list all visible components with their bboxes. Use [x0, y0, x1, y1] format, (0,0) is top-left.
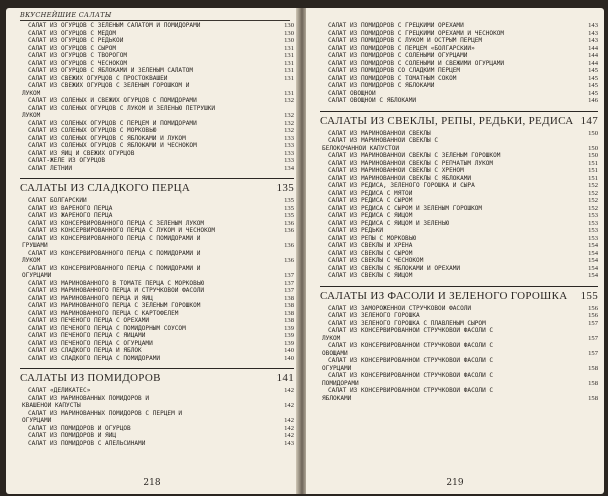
- toc-entry: [320, 220, 598, 228]
- toc-entry-title: САЛАТ ИЗ ПОМИДОРОВ С ГРЕЦКИМИ ОРЕХАМИ И ЧЕСНОКОМ: [328, 29, 505, 37]
- toc-entry-page: 138: [284, 309, 294, 317]
- toc-entry: [320, 82, 598, 90]
- toc-entry-title: САЛАТ ИЗ СВЕКЛЫ И ХРЕНА: [328, 242, 413, 249]
- toc-entry-page: 136: [284, 227, 294, 234]
- toc-entry-page: 131: [284, 52, 294, 59]
- toc-entry-title: САЛАТ ИЗ ЯИЦ И СВЕЖИХ ОГУРЦОВ: [28, 149, 135, 157]
- toc-entry-title: САЛАТ ИЗ ОГУРЦОВ С СЫРОМ: [28, 44, 117, 52]
- toc-entry-page: 138: [284, 294, 294, 302]
- toc-entry-title: САЛАТ ИЗ ПОМИДОРОВ И ЯИЦ: [28, 432, 117, 439]
- toc-entry: [20, 410, 294, 418]
- toc-entry: [20, 45, 294, 53]
- toc-entry-title: САЛАТ ИЗ МАРИНОВАННОГО В ТОМАТЕ ПЕРЦА С МОРКОВЬЮ: [28, 279, 205, 287]
- toc-entry-title: САЛАТ ИЗ СОЛЕНЫХ ОГУРЦОВ С ПЕРЦЕМ И ПОМИДОРАМИ: [28, 119, 197, 127]
- toc-entry-title: САЛАТ ИЗ РЕДИСА С ЯЙЦОМ И ЗЕЛЕНЬЮ: [328, 219, 450, 227]
- toc-entry-title: САЛАТ ИЗ МАРИНОВАННОЙ СВЕКЛЫ: [328, 129, 431, 137]
- toc-entry-title: ЛУКОМ: [22, 257, 41, 264]
- toc-entry-title: САЛАТ ИЗ ЗАМОРОЖЕННОЙ СТРУЧКОВОЙ ФАСОЛИ: [328, 304, 472, 312]
- toc-entry: [20, 295, 294, 303]
- toc-entry-page: 139: [284, 332, 294, 339]
- toc-entry: [20, 302, 294, 310]
- toc-entry: [20, 440, 294, 448]
- section-heading: [320, 286, 598, 303]
- toc-entry-title: САЛАТ ИЗ ПОМИДОРОВ С СОЛЕНЫМИ И СВЕЖИМИ ОГУРЦАМИ: [328, 59, 505, 67]
- toc-entry: [20, 135, 294, 143]
- toc-entry: [20, 340, 294, 348]
- toc-entry-title: САЛАТ ИЗ РЕДИСА С СЫРОМ И ЗЕЛЕНЫМ ГОРОШКОМ: [328, 204, 483, 212]
- toc-block: [320, 130, 598, 280]
- toc-entry-title: САЛАТ ИЗ СОЛЕНЫХ И СВЕЖИХ ОГУРЦОВ С ПОМИДОРАМИ: [28, 97, 197, 104]
- toc-entry-title: САЛАТ ИЗ СОЛЕНЫХ ОГУРЦОВ С ЯБЛОКАМИ И ЧЕСНОКОМ: [28, 142, 197, 149]
- toc-entry: [320, 37, 598, 45]
- toc-entry-page: 151: [588, 174, 598, 182]
- section-page: 147: [580, 114, 598, 127]
- toc-entry: [20, 227, 294, 235]
- toc-block: [320, 22, 598, 105]
- toc-entry-page: 145: [588, 82, 598, 89]
- toc-block: [320, 305, 598, 403]
- toc-entry: [20, 60, 294, 68]
- toc-entry: [320, 365, 598, 373]
- toc-entry: [320, 342, 598, 350]
- toc-entry-title: САЛАТ ИЗ ЗЕЛЕНОГО ГОРОШКА С ПЛАВЛЕНЫМ СЫРОМ: [328, 319, 486, 327]
- toc-entry-title: САЛАТ ИЗ ПОМИДОРОВ СО СЛАДКИМ ПЕРЦЕМ: [328, 67, 461, 74]
- toc-entry-title: САЛАТ ИЗ РЕДИСА, ЗЕЛЕНОГО ГОРОШКА И СЫРА: [328, 182, 475, 189]
- toc-entry-title: САЛАТ ИЗ ПОМИДОРОВ С ЯБЛОКАМИ: [328, 82, 435, 89]
- toc-entry: [320, 357, 598, 365]
- toc-entry: [20, 395, 294, 403]
- toc-entry-title: САЛАТ ИЗ ПОМИДОРОВ С ТОМАТНЫМ СОКОМ: [328, 74, 457, 82]
- toc-entry-page: 142: [284, 417, 294, 424]
- toc-entry: [20, 402, 294, 410]
- toc-entry-title: САЛАТ «ДЕЛИКАТЕС»: [28, 387, 91, 394]
- toc-entry-page: 152: [588, 204, 598, 212]
- toc-entry: [20, 272, 294, 280]
- toc-entry-title: САЛАТ ИЗ КОНСЕРВИРОВАННОЙ СТРУЧКОВОЙ ФАСОЛИ С: [328, 357, 494, 364]
- toc-entry: [320, 335, 598, 343]
- toc-entry-title: САЛАТ ИЗ СВЕКЛЫ С ЧЕСНОКОМ: [328, 257, 424, 264]
- toc-entry: [320, 205, 598, 213]
- page-number: 218: [143, 478, 161, 488]
- toc-entry-title: САЛАТ ИЗ ОГУРЦОВ С ТВОРОГОМ: [28, 52, 128, 59]
- toc-entry-title: ПОМИДОРАМИ: [322, 379, 359, 387]
- toc-entry-title: ОВОЩАМИ: [322, 349, 348, 357]
- toc-entry-title: САЛАТ ИЗ ПЕЧЕНОГО ПЕРЦА С ОРЕХАМИ: [28, 317, 150, 324]
- toc-entry-page: 154: [588, 272, 598, 279]
- toc-entry: [320, 272, 598, 280]
- toc-block: [20, 387, 294, 447]
- toc-entry-page: 153: [588, 234, 598, 242]
- section-page: 141: [276, 372, 294, 384]
- toc-entry: [20, 120, 294, 128]
- toc-entry-title: САЛАТ ИЗ МАРИНОВАННОГО ПЕРЦА И ЯИЦ: [28, 294, 153, 302]
- toc-entry-page: 150: [588, 144, 598, 152]
- toc-entry: [20, 205, 294, 213]
- toc-entry-page: 151: [588, 159, 598, 167]
- toc-entry-page: 153: [588, 212, 598, 219]
- toc-entry: [20, 30, 294, 38]
- toc-entry: [320, 75, 598, 83]
- toc-entry-title: САЛАТ ИЗ МАРИНОВАННОЙ СВЕКЛЫ С ЗЕЛЕНЫМ ГОРОШКОМ: [328, 152, 501, 159]
- toc-entry-page: 158: [588, 394, 598, 402]
- toc-entry-title: БЕЛОКОЧАННОЙ КАПУСТОЙ: [322, 144, 400, 152]
- toc-entry-page: 137: [284, 272, 294, 279]
- toc-entry-page: 133: [284, 157, 294, 164]
- toc-entry-page: 157: [588, 334, 598, 342]
- toc-entry-page: 144: [588, 52, 598, 59]
- toc-entry: [20, 150, 294, 158]
- toc-entry-page: 143: [588, 37, 598, 44]
- toc-entry-page: 134: [284, 164, 294, 172]
- toc-entry-title: САЛАТ ИЗ МАРИНОВАННОЙ СВЕКЛЫ С ХРЕНОМ: [328, 167, 464, 174]
- toc-entry-page: 150: [588, 129, 598, 137]
- toc-entry: [20, 387, 294, 395]
- toc-entry: [20, 325, 294, 333]
- toc-entry-title: САЛАТ ИЗ КОНСЕРВИРОВАННОЙ СТРУЧКОВОЙ ФАСОЛИ С: [328, 327, 494, 334]
- toc-entry-title: САЛАТ ИЗ ВАРЕНОГО ПЕРЦА: [28, 204, 113, 212]
- toc-entry: [20, 347, 294, 355]
- section-title: САЛАТЫ ИЗ СВЕКЛЫ, РЕПЫ, РЕДЬКИ, РЕДИСА: [320, 114, 574, 127]
- toc-entry-title: САЛАТ ИЗ КОНСЕРВИРОВАННОЙ СТРУЧКОВОЙ ФАСОЛИ С: [328, 372, 494, 379]
- toc-entry: [320, 190, 598, 198]
- toc-entry-page: 131: [284, 89, 294, 97]
- toc-entry: [20, 67, 294, 75]
- toc-entry-title: САЛАТ ИЗ ПЕЧЕНОГО ПЕРЦА С ОГУРЦАМИ: [28, 339, 153, 347]
- toc-entry-title: ЯБЛОКАМИ: [322, 394, 352, 402]
- toc-entry-page: 139: [284, 324, 294, 332]
- toc-entry-title: САЛАТ ИЗ ПОМИДОРОВ С ГРЕЦКИМИ ОРЕХАМИ: [328, 22, 464, 29]
- toc-entry-title: САЛАТ ИЗ РЕПЫ С МОРКОВЬЮ: [328, 234, 417, 242]
- toc-entry: [20, 220, 294, 228]
- toc-entry: [20, 317, 294, 325]
- toc-entry-title: САЛАТ ИЗ МАРИНОВАННЫХ ПОМИДОРОВ И: [28, 394, 150, 402]
- toc-entry-title: САЛАТ ИЗ СВЕЖИХ ОГУРЦОВ С ЗЕЛЕНЫМ ГОРОШКОМ И: [28, 82, 190, 89]
- toc-entry-title: САЛАТ ИЗ ПОМИДОРОВ С АПЕЛЬСИНАМИ: [28, 439, 146, 447]
- toc-entry-page: 130: [284, 22, 294, 29]
- toc-entry-page: 152: [588, 189, 598, 197]
- toc-entry-page: 142: [284, 387, 294, 394]
- toc-entry: [320, 242, 598, 250]
- toc-entry: [320, 67, 598, 75]
- toc-entry: [20, 22, 294, 30]
- toc-entry-page: 140: [284, 354, 294, 362]
- toc-entry-page: 154: [588, 264, 598, 272]
- section-title: САЛАТЫ ИЗ СЛАДКОГО ПЕРЦА: [20, 182, 191, 194]
- toc-block: [20, 197, 294, 362]
- toc-entry: [320, 175, 598, 183]
- toc-entry: [20, 52, 294, 60]
- toc-entry-page: 139: [284, 339, 294, 347]
- toc-entry-title: САЛАТ ИЗ МАРИНОВАННЫХ ПОМИДОРОВ С ПЕРЦЕМ И: [28, 409, 183, 417]
- toc-entry-title: ЛУКОМ: [322, 334, 341, 342]
- toc-entry-page: 158: [588, 379, 598, 387]
- toc-entry-title: САЛАТ ИЗ ОГУРЦОВ С ЧЕСНОКОМ: [28, 59, 128, 67]
- toc-entry-page: 137: [284, 279, 294, 287]
- toc-entry-page: 130: [284, 29, 294, 37]
- toc-entry-page: 138: [284, 302, 294, 309]
- toc-entry-page: 142: [284, 402, 294, 409]
- toc-entry: [20, 127, 294, 135]
- toc-entry-title: САЛАТ ИЗ СВЕЖИХ ОГУРЦОВ С ПРОСТОКВАШЕЙ: [28, 74, 168, 82]
- toc-entry-title: САЛАТ ИЗ КОНСЕРВИРОВАННОГО ПЕРЦА С ЗЕЛЕНЫМ ЛУКОМ: [28, 219, 205, 227]
- toc-entry-title: САЛАТ ИЗ РЕДИСА С ЯЙЦОМ: [328, 212, 413, 219]
- toc-entry-title: САЛАТ-ЖЕЛЕ ИЗ ОГУРЦОВ: [28, 157, 106, 164]
- toc-entry-page: 158: [588, 364, 598, 372]
- toc-entry: [320, 227, 598, 235]
- toc-entry: [320, 60, 598, 68]
- toc-entry: [20, 235, 294, 243]
- toc-column-right: [320, 22, 598, 402]
- toc-entry-title: САЛАТ БОЛГАРСКИЙ: [28, 197, 87, 204]
- toc-entry-title: САЛАТ ИЗ КОНСЕРВИРОВАННОГО ПЕРЦА С ПОМИДОРАМИ И: [28, 264, 201, 272]
- toc-entry-page: 132: [284, 97, 294, 104]
- toc-entry-page: 152: [588, 197, 598, 204]
- toc-entry: [320, 372, 598, 380]
- toc-entry: [20, 37, 294, 45]
- toc-entry: [20, 287, 294, 295]
- toc-entry-page: 144: [588, 44, 598, 52]
- toc-entry-title: САЛАТ ИЗ ОГУРЦОВ С ЗЕЛЕНЫМ САЛАТОМ И ПОМИДОРАМИ: [28, 22, 201, 29]
- toc-entry: [320, 305, 598, 313]
- toc-entry-title: САЛАТ ИЗ СОЛЕНЫХ ОГУРЦОВ С ЛУКОМ И ЗЕЛЕНЬЮ ПЕТРУШКИ: [28, 104, 216, 112]
- toc-entry: [20, 257, 294, 265]
- toc-entry: [320, 182, 598, 190]
- toc-entry-title: САЛАТ ИЗ ПОМИДОРОВ С ПЕРЦЕМ «БОЛГАРСКИЙ»: [328, 44, 475, 52]
- toc-entry: [20, 425, 294, 433]
- toc-entry-title: САЛАТ ИЗ ОГУРЦОВ С РЕДЬКОЙ: [28, 37, 124, 44]
- toc-entry: [320, 257, 598, 265]
- toc-entry-title: ОГУРЦАМИ: [322, 364, 352, 372]
- toc-entry-title: САЛАТ ИЗ СЛАДКОГО ПЕРЦА С ПОМИДОРАМИ: [28, 354, 161, 362]
- toc-entry: [20, 142, 294, 150]
- toc-entry-page: 132: [284, 112, 294, 119]
- toc-entry: [20, 157, 294, 165]
- toc-entry: [320, 160, 598, 168]
- toc-entry-page: 143: [588, 22, 598, 29]
- toc-entry: [320, 250, 598, 258]
- toc-entry: [320, 145, 598, 153]
- section-title: САЛАТЫ ИЗ ПОМИДОРОВ: [20, 372, 161, 384]
- toc-entry-page: 132: [284, 127, 294, 134]
- toc-entry: [20, 97, 294, 105]
- toc-entry: [320, 350, 598, 358]
- toc-entry-title: САЛАТ ИЗ РЕДИСА С МЯТОЙ: [328, 189, 413, 197]
- toc-entry-title: КВАШЕНОЙ КАПУСТЫ: [22, 402, 81, 409]
- toc-entry-page: 136: [284, 257, 294, 264]
- toc-entry-title: САЛАТ ИЗ ОГУРЦОВ С МЕДОМ: [28, 29, 117, 37]
- toc-entry: [20, 75, 294, 83]
- toc-entry-page: 154: [588, 249, 598, 257]
- toc-entry: [20, 265, 294, 273]
- toc-entry-page: 140: [284, 347, 294, 354]
- toc-entry-page: 130: [284, 37, 294, 44]
- toc-entry-page: 156: [588, 304, 598, 312]
- toc-entry-title: САЛАТ ИЗ МАРИНОВАННОГО ПЕРЦА И СТРУЧКОВОЙ ФАСОЛИ: [28, 287, 205, 294]
- toc-entry: [320, 22, 598, 30]
- left-page: [6, 8, 298, 494]
- toc-entry-title: САЛАТ ИЗ МАРИНОВАННОГО ПЕРЦА С ЗЕЛЕНЫМ ГОРОШКОМ: [28, 302, 201, 309]
- toc-entry-title: САЛАТ ОВОЩНОЙ С ЯБЛОКАМИ: [328, 97, 417, 104]
- toc-entry-page: 133: [284, 134, 294, 142]
- toc-entry: [320, 137, 598, 145]
- toc-entry-page: 157: [588, 349, 598, 357]
- toc-entry-title: ЛУКОМ: [22, 112, 41, 119]
- toc-entry: [20, 355, 294, 363]
- toc-entry: [320, 45, 598, 53]
- toc-entry-page: 145: [588, 74, 598, 82]
- section-heading: [320, 111, 598, 128]
- toc-entry-page: 151: [588, 167, 598, 174]
- toc-entry: [320, 320, 598, 328]
- toc-entry: [320, 327, 598, 335]
- toc-entry-page: 131: [284, 59, 294, 67]
- toc-entry-page: 135: [284, 197, 294, 204]
- toc-entry: [20, 250, 294, 258]
- toc-entry-title: САЛАТ ИЗ СВЕКЛЫ С ЯБЛОКАМИ И ОРЕХАМИ: [328, 264, 461, 272]
- toc-entry-title: САЛАТ ИЗ КОНСЕРВИРОВАННОГО ПЕРЦА С ПОМИДОРАМИ И: [28, 249, 201, 257]
- toc-entry: [20, 197, 294, 205]
- toc-entry: [320, 30, 598, 38]
- toc-entry-page: 150: [588, 152, 598, 159]
- toc-entry: [320, 152, 598, 160]
- toc-entry-page: 136: [284, 242, 294, 249]
- toc-entry-page: 145: [588, 67, 598, 74]
- toc-entry-title: САЛАТ ИЗ ЗЕЛЕНОГО ГОРОШКА: [328, 312, 420, 319]
- toc-entry: [320, 387, 598, 395]
- right-page: [306, 8, 604, 494]
- section-title: САЛАТЫ ИЗ ФАСОЛИ И ЗЕЛЕНОГО ГОРОШКА: [320, 289, 568, 302]
- toc-entry-title: САЛАТ ЛЕТНИЙ: [28, 164, 73, 172]
- toc-block: [20, 22, 294, 172]
- toc-entry-page: 146: [588, 97, 598, 104]
- toc-entry-title: САЛАТ ИЗ ПЕЧЕНОГО ПЕРЦА С ПОМИДОРНЫМ СОУСОМ: [28, 324, 186, 332]
- toc-column-left: [20, 22, 294, 447]
- toc-entry: [320, 395, 598, 403]
- toc-entry-page: 138: [284, 317, 294, 324]
- toc-entry-title: САЛАТ ИЗ СВЕКЛЫ С ЯЙЦОМ: [328, 272, 413, 279]
- toc-entry-page: 145: [588, 89, 598, 97]
- toc-entry: [20, 417, 294, 425]
- toc-entry-page: 131: [284, 74, 294, 82]
- toc-entry-title: САЛАТ ИЗ ПОМИДОРОВ С СОЛЕНЫМИ ОГУРЦАМИ: [328, 52, 468, 59]
- running-head: ВКУСНЕЙШИЕ САЛАТЫ: [20, 11, 112, 19]
- toc-entry-page: 154: [588, 257, 598, 264]
- toc-entry-title: САЛАТ ИЗ КОНСЕРВИРОВАННОЙ СТРУЧКОВОЙ ФАСОЛИ С: [328, 342, 494, 349]
- toc-entry-page: 142: [284, 424, 294, 432]
- toc-entry-title: САЛАТ ИЗ СОЛЕНЫХ ОГУРЦОВ С МОРКОВЬЮ: [28, 127, 157, 134]
- toc-entry: [20, 112, 294, 120]
- page-number: 219: [446, 478, 464, 488]
- toc-entry-title: САЛАТ ИЗ СЛАДКОГО ПЕРЦА И ЯБЛОК: [28, 347, 142, 354]
- toc-entry-page: 133: [284, 142, 294, 149]
- toc-entry-title: САЛАТ ИЗ ПЕЧЕНОГО ПЕРЦА С ЯЙЦАМИ: [28, 332, 146, 339]
- toc-entry-title: САЛАТ ОВОЩНОЙ: [328, 89, 376, 97]
- toc-entry-page: 132: [284, 119, 294, 127]
- toc-entry: [20, 242, 294, 250]
- toc-entry-page: 157: [588, 319, 598, 327]
- toc-entry: [320, 212, 598, 220]
- toc-entry: [320, 197, 598, 205]
- toc-entry: [20, 280, 294, 288]
- toc-entry-page: 131: [284, 67, 294, 74]
- toc-entry: [20, 332, 294, 340]
- toc-entry-title: САЛАТ ИЗ ОГУРЦОВ С ЯБЛОКАМИ И ЗЕЛЕНЫМ САЛАТОМ: [28, 67, 194, 74]
- toc-entry: [320, 97, 598, 105]
- toc-entry-page: 153: [588, 219, 598, 227]
- toc-entry: [20, 212, 294, 220]
- toc-entry: [320, 90, 598, 98]
- toc-entry-title: САЛАТ ИЗ РЕДЬКИ: [328, 227, 384, 234]
- toc-entry: [320, 167, 598, 175]
- toc-entry: [20, 310, 294, 318]
- toc-entry-page: 156: [588, 312, 598, 319]
- toc-entry-title: САЛАТ ИЗ КОНСЕРВИРОВАННОГО ПЕРЦА С ПОМИДОРАМИ И: [28, 234, 201, 242]
- toc-entry-title: САЛАТ ИЗ РЕДИСА С СЫРОМ: [328, 197, 413, 204]
- toc-entry-title: ОГУРЦАМИ: [22, 417, 52, 424]
- toc-entry-title: САЛАТ ИЗ ЖАРЕНОГО ПЕРЦА: [28, 212, 113, 219]
- toc-entry-title: САЛАТ ИЗ ПОМИДОРОВ И ОГУРЦОВ: [28, 424, 131, 432]
- toc-entry-title: САЛАТ ИЗ КОНСЕРВИРОВАННОГО ПЕРЦА С ЛУКОМ И ЧЕСНОКОМ: [28, 227, 216, 234]
- toc-entry-page: 143: [284, 439, 294, 447]
- toc-entry: [320, 52, 598, 60]
- toc-entry: [320, 265, 598, 273]
- toc-entry-page: 135: [284, 212, 294, 219]
- toc-entry-page: 133: [284, 149, 294, 157]
- toc-entry-title: САЛАТ ИЗ КОНСЕРВИРОВАННОЙ СТРУЧКОВОЙ ФАСОЛИ С: [328, 387, 494, 394]
- toc-entry-title: САЛАТ ИЗ МАРИНОВАННОЙ СВЕКЛЫ С: [328, 137, 439, 144]
- toc-entry-title: САЛАТ ИЗ СОЛЕНЫХ ОГУРЦОВ С ЯБЛОКАМИ И ЛУКОМ: [28, 134, 186, 142]
- section-page: 155: [580, 289, 598, 302]
- toc-entry: [20, 90, 294, 98]
- toc-entry: [320, 235, 598, 243]
- toc-entry-title: САЛАТ ИЗ СВЕКЛЫ С СЫРОМ: [328, 249, 413, 257]
- section-heading: [20, 178, 294, 195]
- toc-entry: [20, 105, 294, 113]
- toc-entry-page: 143: [588, 29, 598, 37]
- toc-entry-page: 153: [588, 227, 598, 234]
- toc-entry-page: 144: [588, 59, 598, 67]
- toc-entry-page: 154: [588, 242, 598, 249]
- toc-entry-title: ОГУРЦАМИ: [22, 272, 52, 279]
- toc-entry: [20, 165, 294, 173]
- toc-entry-page: 136: [284, 219, 294, 227]
- toc-entry-page: 137: [284, 287, 294, 294]
- running-head-rule: [20, 20, 290, 21]
- toc-entry-title: САЛАТ ИЗ ПОМИДОРОВ С ЛУКОМ И ОСТРЫМ ПЕРЦЕМ: [328, 37, 483, 44]
- toc-entry-title: САЛАТ ИЗ МАРИНОВАННОГО ПЕРЦА С КАРТОФЕЛЕМ: [28, 309, 179, 317]
- toc-entry: [320, 380, 598, 388]
- toc-entry-title: ЛУКОМ: [22, 89, 41, 97]
- toc-entry-title: ГРУШАМИ: [22, 242, 48, 249]
- toc-entry: [320, 312, 598, 320]
- toc-entry: [320, 130, 598, 138]
- toc-entry-page: 131: [284, 44, 294, 52]
- toc-entry-page: 152: [588, 182, 598, 189]
- section-heading: [20, 368, 294, 385]
- toc-entry: [20, 432, 294, 440]
- toc-entry-title: САЛАТ ИЗ МАРИНОВАННОЙ СВЕКЛЫ С ЯБЛОКАМИ: [328, 174, 472, 182]
- toc-entry-title: САЛАТ ИЗ МАРИНОВАННОЙ СВЕКЛЫ С РЕПЧАТЫМ ЛУКОМ: [328, 159, 494, 167]
- toc-entry: [20, 82, 294, 90]
- section-page: 135: [276, 182, 294, 194]
- toc-entry-page: 142: [284, 432, 294, 439]
- toc-entry-page: 135: [284, 204, 294, 212]
